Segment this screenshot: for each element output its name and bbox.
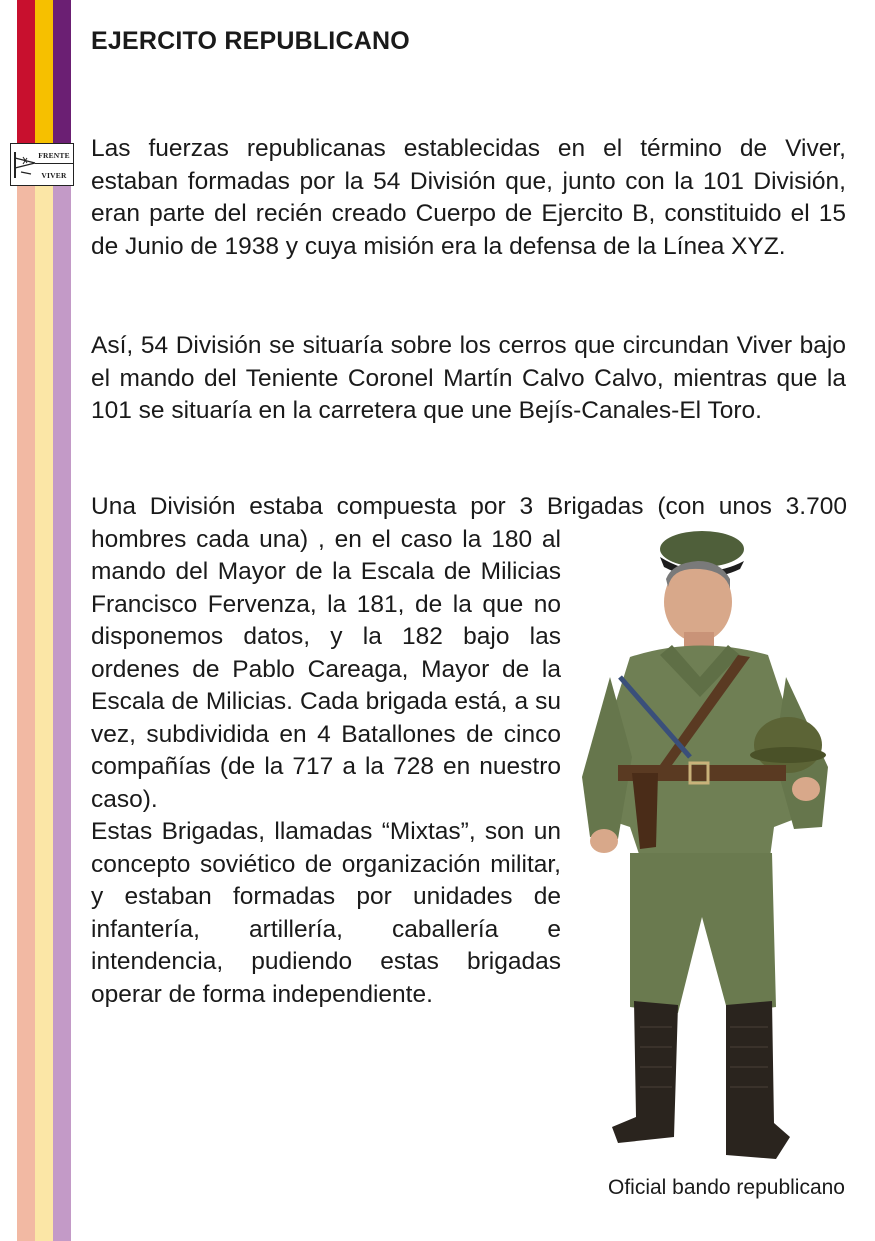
paragraph-brigades-first-line: Una División estaba compuesta por 3 Brigadas (con unos 3.700 (91, 493, 847, 520)
barbed-wire-icon (13, 148, 37, 182)
paragraph-54-division: Así, 54 División se situaría sobre los cerros que circundan Viver bajo el mando del Teniente Coronel Martín Calvo Calvo, mientras que la 101 se situaría en la carretera que une Bejís-Canales-El Toro. (91, 332, 846, 424)
logo-text-viver: VIVER (41, 171, 67, 180)
photo-caption: Oficial bando republicano (608, 1176, 845, 1199)
paragraph-brigades-continued: hombres cada una) , en el caso la 180 al mando del Mayor de la Escala de Milicias Francisco Fervenza, la 181, de la que no disponemos datos, y la 182 bajo las ordenes de Pablo Careaga, Mayor de la Escala de Milicias. Cada brigada está, a su vez, subdividida en 4 Batallones de cinco compañías (de la 717 a la 728 en nuestro caso). (91, 525, 561, 813)
frente-viver-logo (10, 143, 74, 186)
barbed-wire-line (35, 163, 73, 164)
officer-photo (560, 527, 840, 1167)
logo-text-frente: FRENTE (38, 151, 70, 160)
purple-stripe (53, 0, 71, 1241)
page-title: EJERCITO REPUBLICANO (91, 27, 410, 55)
paragraph-mixed-brigades: Estas Brigadas, llamadas “Mixtas”, son un concepto soviético de organización militar, y estaban formadas por unidades de infantería, artillería, caballería e intendencia, pudiendo estas brigadas operar de forma independiente. (91, 818, 561, 1008)
red-stripe (17, 0, 35, 1241)
paragraph-forces: Las fuerzas republicanas establecidas en el término de Viver, estaban formadas por la 54 División que, junto con la 101 División, eran parte del recién creado Cuerpo de Ejercito B, constituido el 15 de Junio de 1938 y cuya misión era la defensa de la Línea XYZ. (91, 135, 846, 260)
narrow-column (91, 524, 561, 1012)
yellow-stripe (35, 0, 53, 1241)
republican-flag-stripes (17, 0, 71, 1241)
